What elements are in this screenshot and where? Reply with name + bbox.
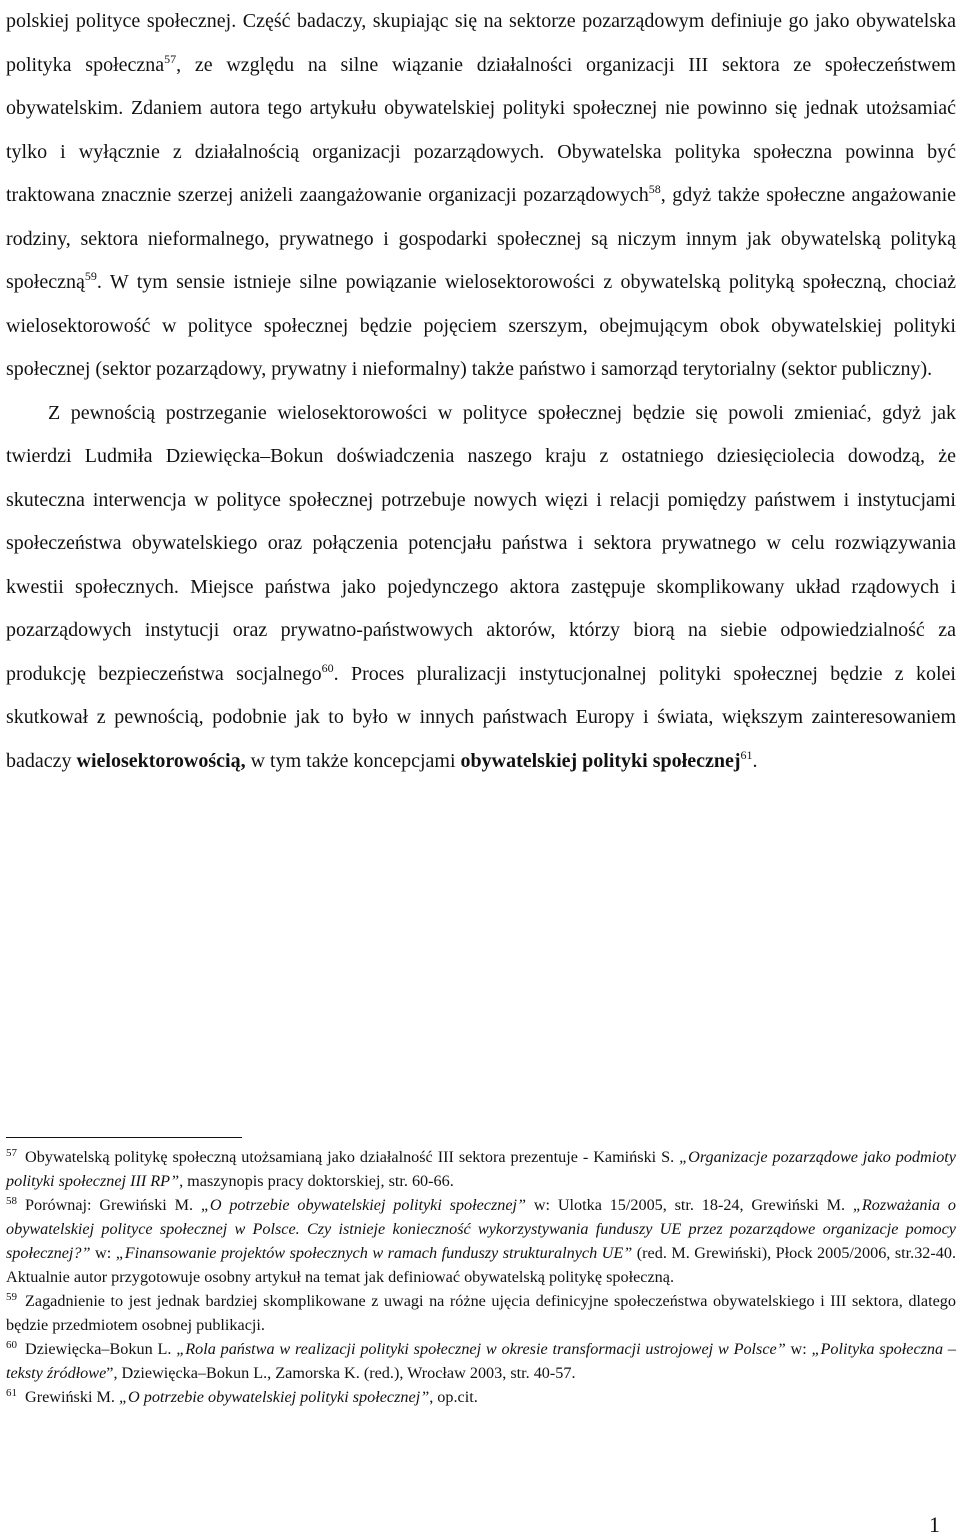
footnote-number: 60 [6,1339,17,1351]
footnote-text: , op.cit. [429,1388,478,1406]
footnote-60 [6,1337,956,1385]
paragraph-text: polskiej polityce społecznej. Część badaczy, skupiając się na sektorze pozarządowym definiuje go jako obywatelska polityka społeczna [6,10,956,76]
footnote-text: maszynopis pracy doktorskiej, str. 60-66. [183,1172,454,1190]
footnotes [6,1145,956,1409]
footnote-number: 59 [6,1291,17,1303]
footnote-text: w: [785,1340,812,1358]
footnote-number: 58 [6,1195,17,1207]
paragraph-text: , gdyż także społeczne angażowanie rodziny, sektora nieformalnego, prywatnego i gospodarki społecznej są niczym innym jak obywatelską polityką społeczną [6,184,956,293]
footnote-text: Grewiński M. [25,1388,119,1406]
footnote-italic: „Organizacje pozarządowe jako podmioty polityki społecznej III RP”, [6,1148,956,1190]
footnote-italic: „Polityka społeczna – teksty źródłowe [6,1340,957,1382]
page-number: 1 [929,1512,940,1537]
body-text [6,0,956,783]
footnote-italic: „O potrzebie obywatelskiej polityki społecznej” [200,1196,527,1214]
paragraph [6,392,956,784]
footnote-italic: „Rola państwa w realizacji polityki społecznej w okresie transformacji ustrojowej w Polsce” [176,1340,786,1358]
footnote-text: w: Ulotka 15/2005, str. 18-24, Grewiński M. [526,1196,853,1214]
footnote-ref[interactable]: 58 [648,182,661,196]
footnote-ref[interactable]: 57 [164,51,177,66]
footnote-number: 61 [6,1387,17,1399]
footnote-text: ”, Dziewięcka–Bokun L., Zamorska K. (red.), Wrocław 2003, str. 40-57. [106,1364,576,1382]
paragraph-text: w tym także koncepcjami [245,749,461,772]
footnote-text: Obywatelską politykę społeczną utożsamianą jako działalność III sektora prezentuje - Kamiński S. [25,1148,680,1166]
footnote-text: Porównaj: Grewiński M. [25,1196,201,1214]
footnote-59 [6,1289,956,1337]
footnote-58 [6,1193,956,1289]
paragraph-text: Z pewnością postrzeganie wielosektorowości w polityce społecznej będzie się powoli zmieniać, gdyż jak twierdzi Ludmiła Dziewięcka–Bokun doświadczenia naszego kraju z ostatniego dziesięciolecia dowodzą, że skuteczna interwencja w polityce społecznej potrzebuje nowych więzi i relacji pomiędzy państwem i instytucjami społeczeństwa obywatelskiego oraz połączenia potencjału państwa i sektora prywatnego w celu rozwiązywania kwestii społecznych. Miejsce państwa jako pojedynczego aktora zastępuje skomplikowany układ rządowych i pozarządowych instytucji oraz prywatno-państwowych aktorów, którzy biorą na siebie odpowiedzialność za produkcję bezpieczeństwa socjalnego [6,401,956,685]
footnote-number: 57 [6,1147,17,1159]
footnote-italic: „O potrzebie obywatelskiej polityki społecznej” [118,1388,430,1406]
bold-term: wielosektorowością, [76,749,246,772]
paragraph [6,0,956,392]
footnote-text: Zagadnienie to jest jednak bardziej skomplikowane z uwagi na różne ujęcia definicyjne społeczeństwa obywatelskiego i III sektora, dlatego będzie przedmiotem osobnej publikacji. [6,1292,956,1334]
footnote-57 [6,1145,956,1193]
paragraph-text: , ze względu na silne wiązanie działalności organizacji III sektora ze społeczeństwem obywatelskim. Zdaniem autora tego artykułu obywatelskiej polityki społecznej nie powinno się jednak utożsamiać tylko i wyłącznie z działalnością organizacji pozarządowych. Obywatelska polityka społeczna powinna być traktowana znacznie szerzej aniżeli zaangażowanie organizacji pozarządowych [6,53,956,206]
footnote-text: Dziewięcka–Bokun L. [25,1340,177,1358]
footnote-text: w: [90,1244,116,1262]
footnote-separator [6,1137,242,1138]
footnote-ref[interactable]: 60 [321,660,334,675]
paragraph-text: . [752,749,758,772]
footnote-italic: „Rozważania o obywatelskiej polityce społecznej w Polsce. Czy istnieje konieczność wykorzystywania funduszy UE przez pozarządowe organizacje pomocy społecznej?” [6,1196,956,1262]
bold-term: obywatelskiej polityki społecznej [460,749,741,772]
footnote-ref[interactable]: 59 [84,269,97,283]
paragraph-text: . Proces pluralizacji instytucjonalnej polityki społecznej będzie z kolei skutkował z pewnością, podobnie jak to było w innych państwach Europy i świata, większym zainteresowaniem badaczy [6,662,956,772]
footnote-ref[interactable]: 61 [740,747,753,762]
paragraph-text: . W tym sensie istnieje silne powiązanie wielosektorowości z obywatelską polityką społeczną, chociaż wielosektorowość w polityce społecznej będzie pojęciem szerszym, obejmującym obok obywatelskiej polityki społecznej (sektor pozarządowy, prywatny i nieformalny) także państwo i samorząd terytorialny (sektor publiczny). [6,271,956,380]
footnote-61 [6,1385,956,1409]
footnote-italic: „Finansowanie projektów społecznych w ramach funduszy strukturalnych UE” [115,1244,633,1262]
footnote-text: (red. M. Grewiński), Płock 2005/2006, str.32-40. Aktualnie autor przygotowuje osobny artykuł na temat jak definiować obywatelską politykę społeczną. [6,1244,957,1286]
